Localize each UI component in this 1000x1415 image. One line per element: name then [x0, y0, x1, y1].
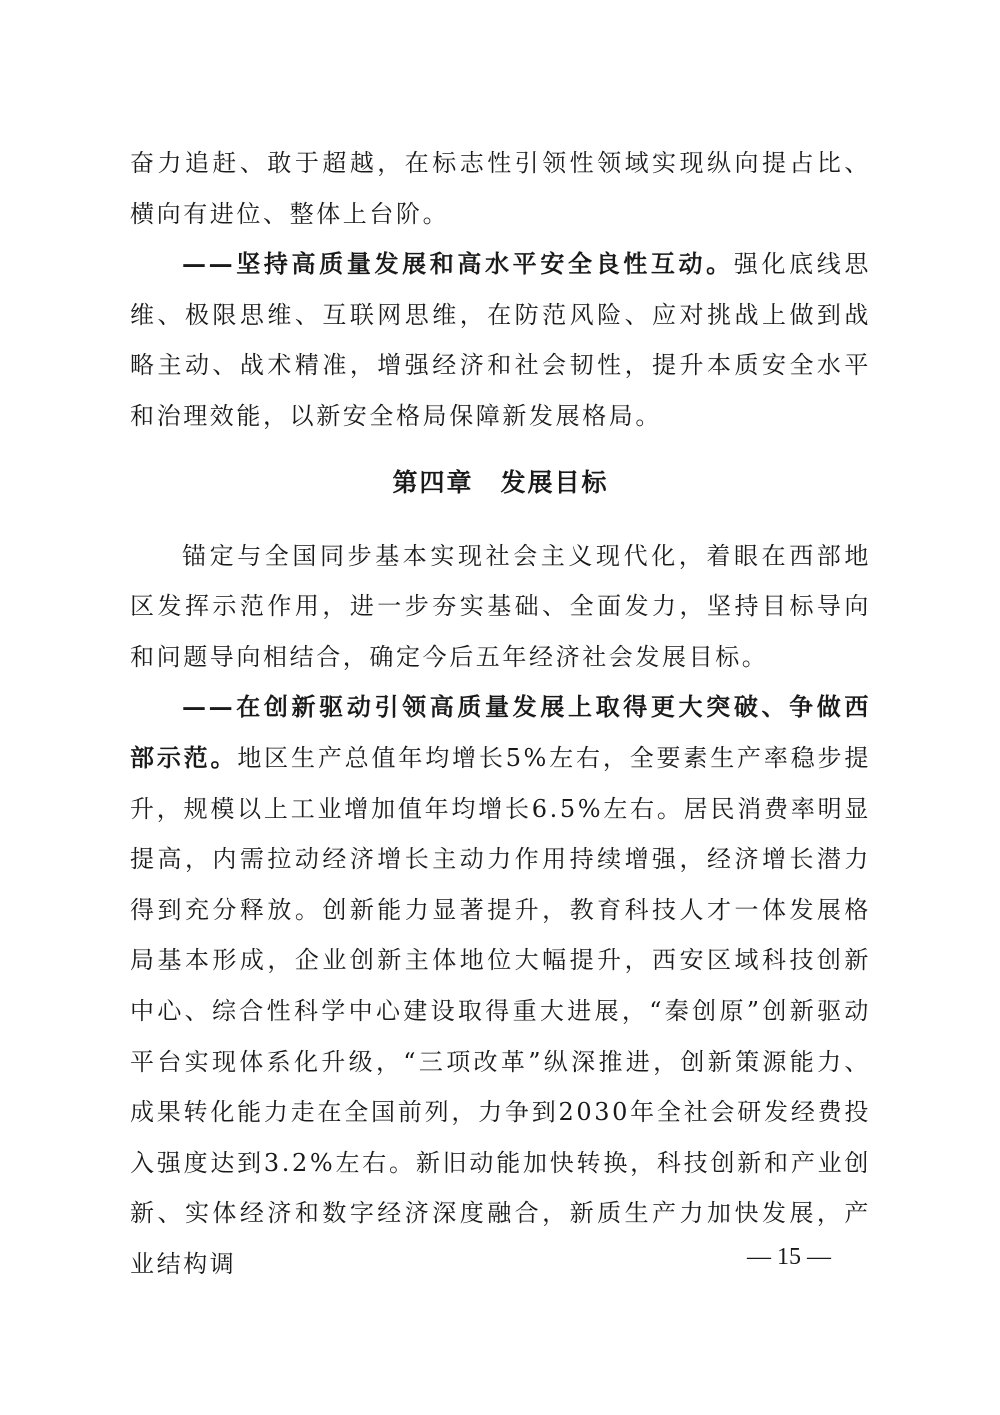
paragraph-4-text: 地区生产总值年均增长5%左右，全要素生产率稳步提升，规模以上工业增加值年均增长6.5%左右。居民消费率明显提高，内需拉动经济增长主动力作用持续增强，经济增长潜力得到充分释放。创新能力显著提升，教育科技人才一体发展格局基本形成，企业创新主体地位大幅提升，西安区域科技创新中心、综合性科学中心建设取得重大进展，“秦创原”创新驱动平台实现体系化升级，“三项改革”纵深推进，创新策源能力、成果转化能力走在全国前列，力争到2030年全社会研发经费投入强度达到3.2%左右。新旧动能加快转换，科技创新和产业创新、实体经济和数字经济深度融合，新质生产力加快发展，产业结构调	[130, 743, 871, 1278]
paragraph-2-text: 强化底线思维、极限思维、互联网思维，在防范风险、应对挑战上做到战略主动、战术精准，增强经济和社会韧性，提升本质安全水平和治理效能，以新安全格局保障新发展格局。	[130, 250, 872, 430]
page-number: — 15 —	[747, 1244, 831, 1270]
paragraph-4	[130, 682, 871, 1289]
paragraph-2-lead: ——坚持高质量发展和高水平安全良性互动。	[182, 249, 734, 279]
paragraph-1-text: 奋力追赶、敢于超越，在标志性引领性领域实现纵向提占比、横向有进位、整体上台阶。	[130, 149, 871, 228]
paragraph-4-lead: ——在创新驱动引领高质量发展上取得更大突破、争做西部示范。	[130, 692, 871, 772]
paragraph-3-text: 锚定与全国同步基本实现社会主义现代化，着眼在西部地区发挥示范作用，进一步夯实基础、全面发力，坚持目标导向和问题导向相结合，确定今后五年经济社会发展目标。	[130, 541, 871, 671]
body-text	[130, 138, 871, 1289]
chapter-title: 第四章 发展目标	[392, 467, 609, 497]
paragraph-1	[130, 138, 871, 239]
paragraph-2	[130, 239, 871, 441]
paragraph-3	[130, 531, 871, 683]
